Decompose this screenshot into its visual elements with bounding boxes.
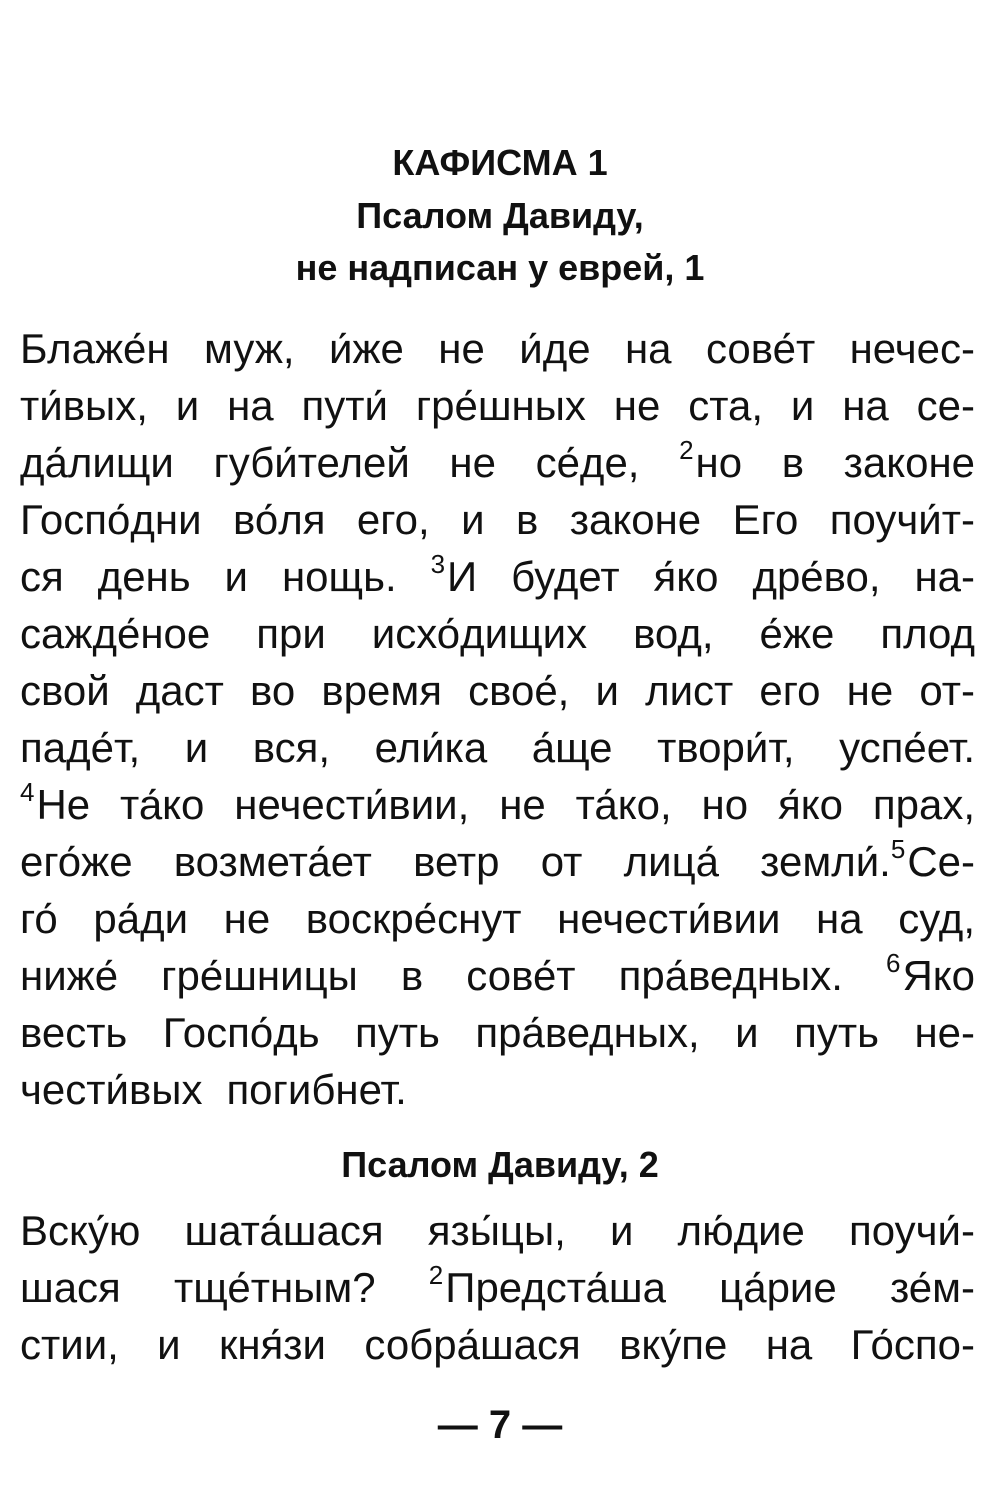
verse-number: 6 — [885, 948, 901, 978]
verse-number: 3 — [430, 549, 446, 579]
text-run: И будет я́ко дре́во, на- — [447, 553, 976, 600]
psalm-1-line-13: весть Госпо́дь путь пра́ведных, и путь не- — [20, 1009, 975, 1056]
text-run — [430, 549, 976, 600]
psalm-1-line-5 — [20, 549, 976, 600]
psalm-1-line-12 — [20, 948, 975, 999]
verse-number: 4 — [20, 777, 35, 807]
psalm-1-line-10 — [20, 834, 975, 885]
text-run: Предста́ша ца́рие зе́м- — [445, 1264, 975, 1311]
text-run: его́же возмета́ет ветр от лица́ земли́. — [20, 838, 891, 885]
psalm-1-line-9 — [20, 777, 975, 828]
text-run — [679, 435, 975, 486]
verse-number: 2 — [679, 435, 694, 465]
text-run: Не та́ко нечести́вии, не та́ко, но я́ко прах, — [36, 781, 975, 828]
text-run: да́лищи губи́телей не се́де, — [20, 439, 640, 486]
psalm-2-line-2 — [20, 1260, 975, 1311]
text-run: чести́вых — [20, 1066, 203, 1113]
psalm-1-line-7: свой даст во время свое́, и лист его не от- — [20, 667, 975, 714]
psalm-2-line-1: Вску́ю шата́шася язы́цы, и лю́дие поучи́- — [20, 1207, 975, 1254]
psalm-1-line-2: ти́вых, и на пути́ гре́шных не ста, и на се- — [20, 382, 975, 429]
psalm-1-line-6: сажде́ное при исхо́дищих вод, е́же плод — [20, 610, 975, 657]
text-run: ниже́ гре́шницы в сове́т пра́ведных. — [20, 952, 843, 999]
verse-number: 2 — [428, 1260, 444, 1290]
psalm-1-title-line-1: Псалом Давиду, — [356, 195, 644, 236]
text-run: ся день и нощь. — [20, 553, 397, 600]
psalm-1-title-line-2: не надписан у еврей, 1 — [295, 247, 705, 288]
psalm-2-title: Псалом Давиду, 2 — [341, 1144, 659, 1185]
kathisma-title: КАФИСМА 1 — [392, 142, 608, 183]
psalm-1-line-11: го́ ра́ди не воскре́снут нечести́вии на суд, — [20, 895, 975, 942]
text-run: Се- — [907, 838, 975, 885]
psalm-2-line-3: стии, и кня́зи собра́шася вку́пе на Го́спо- — [20, 1321, 975, 1368]
text-run: шася тще́тным? — [20, 1264, 376, 1311]
text-run — [885, 948, 975, 999]
page-number: — 7 — — [437, 1403, 563, 1447]
psalm-1-line-8: паде́т, и вся, ели́ка а́ще твори́т, успе́ет. — [20, 724, 975, 771]
psalm-1-line-3 — [20, 435, 975, 486]
text-run: Яко — [902, 952, 975, 999]
psalm-1-line-4: Госпо́дни во́ля его, и в законе Его поучи́т- — [20, 496, 975, 543]
text-run: погибнет. — [226, 1066, 407, 1113]
verse-number: 5 — [890, 834, 906, 864]
psalm-1-line-14 — [20, 1066, 975, 1113]
text-run — [428, 1260, 975, 1311]
text-run: но в законе — [695, 439, 975, 486]
psalm-1-line-1: Блаже́н муж, и́же не и́де на сове́т нечес- — [20, 325, 975, 372]
